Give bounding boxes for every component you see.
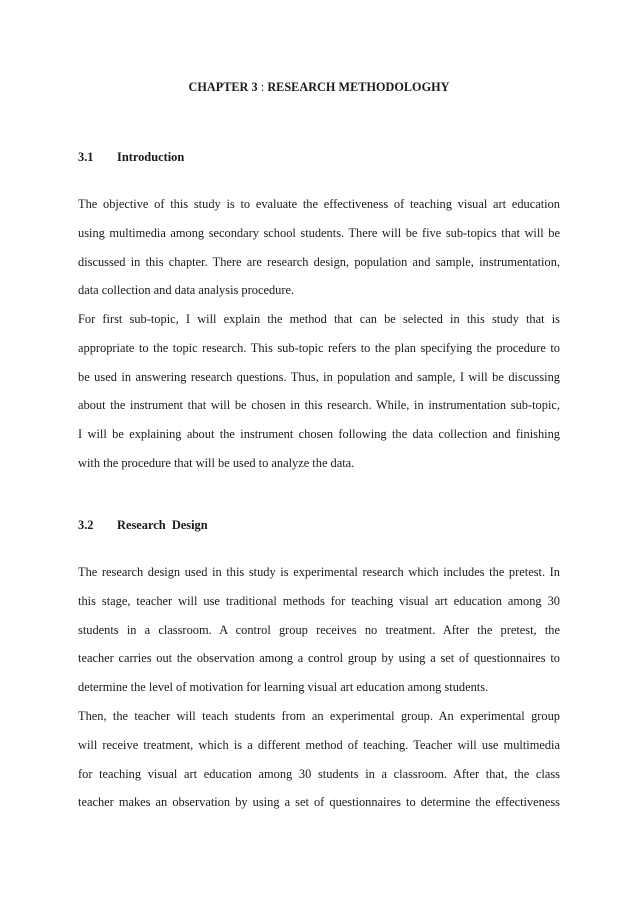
text-line: data collection and data analysis procedure. — [78, 283, 295, 298]
text-line: Then, the teacher will teach students from an experimental group. An experimental group — [78, 709, 560, 723]
section-heading-3-1 — [78, 150, 184, 165]
text-line: The research design used in this study is experimental research which includes the pretest. In — [78, 565, 560, 579]
section-title: Introduction — [117, 150, 185, 164]
text-line: For first sub-topic, I will explain the method that can be selected in this study that is — [78, 312, 560, 326]
text-line: determine the level of motivation for learning visual art education among students. — [78, 680, 489, 695]
chapter-separator: : — [260, 80, 265, 94]
chapter-name: RESEARCH METHODOLOGHY — [267, 80, 450, 94]
text-line: about the instrument that will be chosen in this research. While, in instrumentation sub-topic, — [78, 398, 560, 413]
text-line: discussed in this chapter. There are research design, population and sample, instrumentation, — [78, 254, 560, 269]
text-line: teacher makes an observation by using a set of questionnaires to determine the effectiveness — [78, 795, 560, 810]
paragraph-design-1 — [78, 558, 560, 702]
text-line: for teaching visual art education among 30 students in a classroom. After that, the class — [78, 766, 560, 781]
section-title: Research Design — [117, 518, 208, 532]
chapter-label: CHAPTER 3 — [188, 80, 258, 94]
text-line: with the procedure that will be used to analyze the data. — [78, 455, 355, 470]
paragraph-intro-1 — [78, 190, 560, 305]
paragraph-intro-2 — [78, 305, 560, 478]
text-line: appropriate to the topic research. This sub-topic refers to the plan specifying the procedure to — [78, 340, 560, 355]
section-number: 3.2 — [78, 518, 94, 532]
text-line: will receive treatment, which is a different method of teaching. Teacher will use multimedia — [78, 737, 560, 752]
section-heading-3-2 — [78, 518, 208, 533]
text-line: The objective of this study is to evaluate the effectiveness of teaching visual art education — [78, 197, 560, 211]
text-line: using multimedia among secondary school students. There will be five sub-topics that will be — [78, 225, 560, 240]
text-line: teacher carries out the observation among a control group by using a set of questionnaires to — [78, 651, 560, 666]
text-line: I will be explaining about the instrument chosen following the data collection and finishing — [78, 427, 560, 442]
text-line: this stage, teacher will use traditional methods for teaching visual art education among 30 — [78, 593, 560, 608]
text-line: students in a classroom. A control group receives no treatment. After the pretest, the — [78, 622, 560, 637]
paragraph-design-2 — [78, 702, 560, 817]
section-number: 3.1 — [78, 150, 94, 164]
text-line: be used in answering research questions. Thus, in population and sample, I will be discussing — [78, 369, 560, 384]
chapter-title — [0, 80, 638, 95]
